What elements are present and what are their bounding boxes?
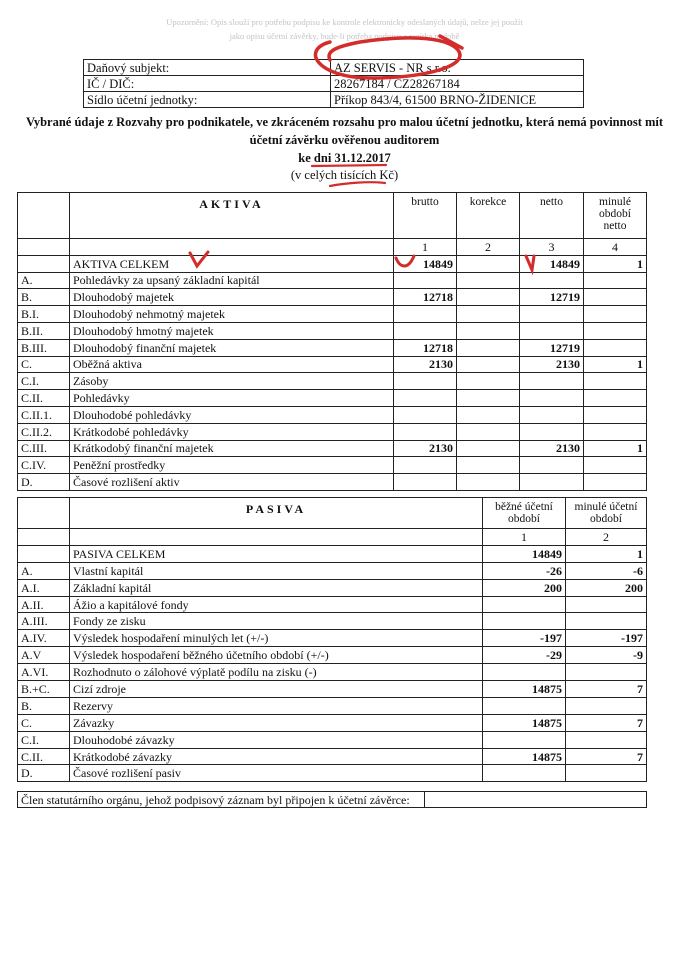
col-minule: minulé účetní období (566, 498, 647, 529)
row-label: PASIVA CELKEM (70, 545, 483, 562)
pasiva-colnum-row (18, 529, 647, 546)
minule-value (584, 390, 647, 407)
row-label: Pohledávky za upsaný základní kapitál (70, 272, 394, 289)
korekce-value (457, 306, 520, 323)
table-row (18, 579, 647, 596)
row-code: A.IV. (18, 630, 70, 647)
colnum-3: 3 (520, 239, 584, 256)
brutto-value: 2130 (394, 440, 457, 457)
bezne-value: 14875 (483, 714, 566, 731)
row-code: C.II.1. (18, 406, 70, 423)
bezne-value: 14875 (483, 748, 566, 765)
table-row (18, 406, 647, 423)
netto-value: 2130 (520, 356, 584, 373)
table-row (18, 474, 647, 491)
row-label: Pohledávky (70, 390, 394, 407)
row-code: A.VI. (18, 664, 70, 681)
pasiva-table (17, 497, 647, 782)
address-value: Příkop 843/4, 61500 BRNO-ŽIDENICE (331, 92, 584, 108)
row-label: Dlouhodobé závazky (70, 731, 483, 748)
subject-row (84, 60, 584, 76)
row-code: C.I. (18, 373, 70, 390)
brutto-value (394, 390, 457, 407)
row-label: Cizí zdroje (70, 681, 483, 698)
brutto-value (394, 406, 457, 423)
table-row (18, 457, 647, 474)
brutto-value: 2130 (394, 356, 457, 373)
korekce-value (457, 255, 520, 272)
korekce-value (457, 322, 520, 339)
ic-dic-row (84, 76, 584, 92)
table-row (18, 440, 647, 457)
minule-value: 200 (566, 579, 647, 596)
netto-value (520, 390, 584, 407)
address-label: Sídlo účetní jednotky: (84, 92, 331, 108)
table-row (18, 390, 647, 407)
korekce-value (457, 289, 520, 306)
row-label: Vlastní kapitál (70, 562, 483, 579)
brutto-value (394, 306, 457, 323)
table-row (18, 373, 647, 390)
netto-value: 12719 (520, 339, 584, 356)
minule-value: 1 (566, 545, 647, 562)
row-label: Časové rozlišení pasiv (70, 765, 483, 782)
row-label: AKTIVA CELKEM (70, 255, 394, 272)
table-row (18, 423, 647, 440)
bezne-value (483, 613, 566, 630)
minule-value: -197 (566, 630, 647, 647)
pasiva-heading: PASIVA (70, 498, 483, 529)
bezne-value: -29 (483, 647, 566, 664)
table-row (18, 289, 647, 306)
bezne-value: -26 (483, 562, 566, 579)
brutto-value: 12718 (394, 289, 457, 306)
table-row (18, 272, 647, 289)
korekce-value (457, 356, 520, 373)
row-code: A.I. (18, 579, 70, 596)
table-row (18, 731, 647, 748)
row-label: Dlouhodobé pohledávky (70, 406, 394, 423)
minule-value (584, 289, 647, 306)
netto-value (520, 373, 584, 390)
aktiva-header-row (18, 193, 647, 239)
minule-value (566, 664, 647, 681)
table-row (18, 681, 647, 698)
table-row (18, 630, 647, 647)
netto-value: 14849 (520, 255, 584, 272)
netto-value (520, 272, 584, 289)
col-minule-netto: minulé období netto (584, 193, 647, 239)
row-label: Výsledek hospodaření minulých let (+/-) (70, 630, 483, 647)
table-row (18, 339, 647, 356)
minule-value (584, 423, 647, 440)
row-code: A. (18, 562, 70, 579)
subject-label: Daňový subjekt: (84, 60, 331, 76)
col-brutto: brutto (394, 193, 457, 239)
doc-date (0, 149, 689, 167)
netto-value (520, 423, 584, 440)
aktiva-heading: AKTIVA (70, 193, 394, 239)
minule-value (584, 272, 647, 289)
row-label: Základní kapitál (70, 579, 483, 596)
korekce-value (457, 457, 520, 474)
row-label: Krátkodobé závazky (70, 748, 483, 765)
minule-value (566, 596, 647, 613)
netto-value: 12719 (520, 289, 584, 306)
netto-value (520, 474, 584, 491)
row-label: Dlouhodobý nehmotný majetek (70, 306, 394, 323)
row-label: Krátkodobý finanční majetek (70, 440, 394, 457)
table-row (18, 356, 647, 373)
korekce-value (457, 406, 520, 423)
row-code: C.IV. (18, 457, 70, 474)
table-row (18, 613, 647, 630)
table-row (18, 562, 647, 579)
minule-value (584, 306, 647, 323)
brutto-value (394, 423, 457, 440)
row-code: A.II. (18, 596, 70, 613)
col-korekce: korekce (457, 193, 520, 239)
row-label: Oběžná aktiva (70, 356, 394, 373)
colnum-1: 1 (394, 239, 457, 256)
row-label: Dlouhodobý hmotný majetek (70, 322, 394, 339)
units-note: (v celých tisících Kč) (290, 168, 399, 182)
minule-value: 1 (584, 356, 647, 373)
row-code: C.II. (18, 390, 70, 407)
table-row (18, 255, 647, 272)
bezne-value: 14875 (483, 681, 566, 698)
row-code: B.III. (18, 339, 70, 356)
row-code: C.II.2. (18, 423, 70, 440)
minule-value (566, 765, 647, 782)
pasiva-rows (18, 545, 647, 781)
minule-value (566, 731, 647, 748)
colnum-2: 2 (566, 529, 647, 546)
netto-value (520, 322, 584, 339)
row-label: Časové rozlišení aktiv (70, 474, 394, 491)
minule-value: 7 (566, 714, 647, 731)
notice-line-2: jako opisu účetní závěrky, bude-li potřeba podpisu a razítka podobě (229, 31, 460, 41)
signature-label: Člen statutárního orgánu, jehož podpisový záznam byl připojen k účetní závěrce: (18, 792, 425, 808)
doc-title-line-1: Vybrané údaje z Rozvahy pro podnikatele, ve zkráceném rozsahu pro malou účetní jednotku, která nemá povinnost mít (25, 115, 664, 129)
ic-dic-label: IČ / DIČ: (84, 76, 331, 92)
row-code: D. (18, 474, 70, 491)
row-label: Rezervy (70, 697, 483, 714)
bezne-value (483, 765, 566, 782)
bezne-value: 200 (483, 579, 566, 596)
table-row (18, 596, 647, 613)
bezne-value (483, 596, 566, 613)
row-code: C. (18, 714, 70, 731)
bezne-value (483, 731, 566, 748)
row-code: C. (18, 356, 70, 373)
korekce-value (457, 440, 520, 457)
col-netto: netto (520, 193, 584, 239)
korekce-value (457, 373, 520, 390)
colnum-2: 2 (457, 239, 520, 256)
row-code (18, 255, 70, 272)
row-code: A.V (18, 647, 70, 664)
minule-value (566, 697, 647, 714)
brutto-value: 12718 (394, 339, 457, 356)
korekce-value (457, 423, 520, 440)
minule-value (584, 474, 647, 491)
minule-value (584, 339, 647, 356)
table-row (18, 765, 647, 782)
aktiva-rows (18, 255, 647, 490)
netto-value (520, 306, 584, 323)
address-row (84, 92, 584, 108)
minule-value (584, 373, 647, 390)
row-code: A. (18, 272, 70, 289)
minule-value (584, 457, 647, 474)
table-row (18, 664, 647, 681)
row-code: B. (18, 697, 70, 714)
date-prefix: ke dni (298, 151, 335, 165)
korekce-value (457, 339, 520, 356)
minule-value: 7 (566, 748, 647, 765)
minule-value: 7 (566, 681, 647, 698)
brutto-value (394, 272, 457, 289)
row-label: Dlouhodobý majetek (70, 289, 394, 306)
row-code: B.+C. (18, 681, 70, 698)
col-bezne: běžné účetní období (483, 498, 566, 529)
netto-value: 2130 (520, 440, 584, 457)
row-code (18, 545, 70, 562)
netto-value (520, 406, 584, 423)
subject-info-table (83, 59, 584, 108)
row-label: Závazky (70, 714, 483, 731)
signature-table (17, 791, 647, 808)
minule-value: 1 (584, 255, 647, 272)
bezne-value (483, 664, 566, 681)
bezne-value: -197 (483, 630, 566, 647)
signature-field (425, 792, 647, 808)
aktiva-table (17, 192, 647, 491)
table-row (18, 714, 647, 731)
colnum-1: 1 (483, 529, 566, 546)
row-code: C.I. (18, 731, 70, 748)
row-code: C.III. (18, 440, 70, 457)
row-label: Rozhodnuto o zálohové výplatě podílu na zisku (-) (70, 664, 483, 681)
korekce-value (457, 272, 520, 289)
brutto-value (394, 457, 457, 474)
minule-value (566, 613, 647, 630)
row-code: A.III. (18, 613, 70, 630)
pasiva-header-row (18, 498, 647, 529)
row-label: Zásoby (70, 373, 394, 390)
row-label: Ážio a kapitálové fondy (70, 596, 483, 613)
notice-line-1: Upozornění: Opis slouží pro potřebu podpisu ke kontrole elektronicky odeslaných údajů, nelze jej použít (166, 17, 523, 27)
table-row (18, 697, 647, 714)
aktiva-colnum-row (18, 239, 647, 256)
row-label: Dlouhodobý finanční majetek (70, 339, 394, 356)
table-row (18, 322, 647, 339)
brutto-value (394, 322, 457, 339)
bezne-value (483, 697, 566, 714)
bezne-value: 14849 (483, 545, 566, 562)
row-code: B.II. (18, 322, 70, 339)
row-code: D. (18, 765, 70, 782)
minule-value: -6 (566, 562, 647, 579)
brutto-value (394, 474, 457, 491)
row-label: Fondy ze zisku (70, 613, 483, 630)
netto-value (520, 457, 584, 474)
table-row (18, 647, 647, 664)
subject-value: AZ SERVIS - NR s.r.o. (331, 60, 584, 76)
ic-dic-value: 28267184 / CZ28267184 (331, 76, 584, 92)
minule-value (584, 322, 647, 339)
row-label: Výsledek hospodaření běžného účetního období (+/-) (70, 647, 483, 664)
brutto-value: 14849 (394, 255, 457, 272)
brutto-value (394, 373, 457, 390)
colnum-4: 4 (584, 239, 647, 256)
minule-value: -9 (566, 647, 647, 664)
row-label: Krátkodobé pohledávky (70, 423, 394, 440)
minule-value: 1 (584, 440, 647, 457)
row-code: C.II. (18, 748, 70, 765)
korekce-value (457, 474, 520, 491)
korekce-value (457, 390, 520, 407)
row-code: B.I. (18, 306, 70, 323)
row-label: Peněžní prostředky (70, 457, 394, 474)
minule-value (584, 406, 647, 423)
row-code: B. (18, 289, 70, 306)
doc-title-line-2: účetní závěrku ověřenou auditorem (249, 133, 440, 147)
table-row (18, 545, 647, 562)
table-row (18, 306, 647, 323)
date-value: 31.12.2017 (334, 151, 391, 165)
table-row (18, 748, 647, 765)
